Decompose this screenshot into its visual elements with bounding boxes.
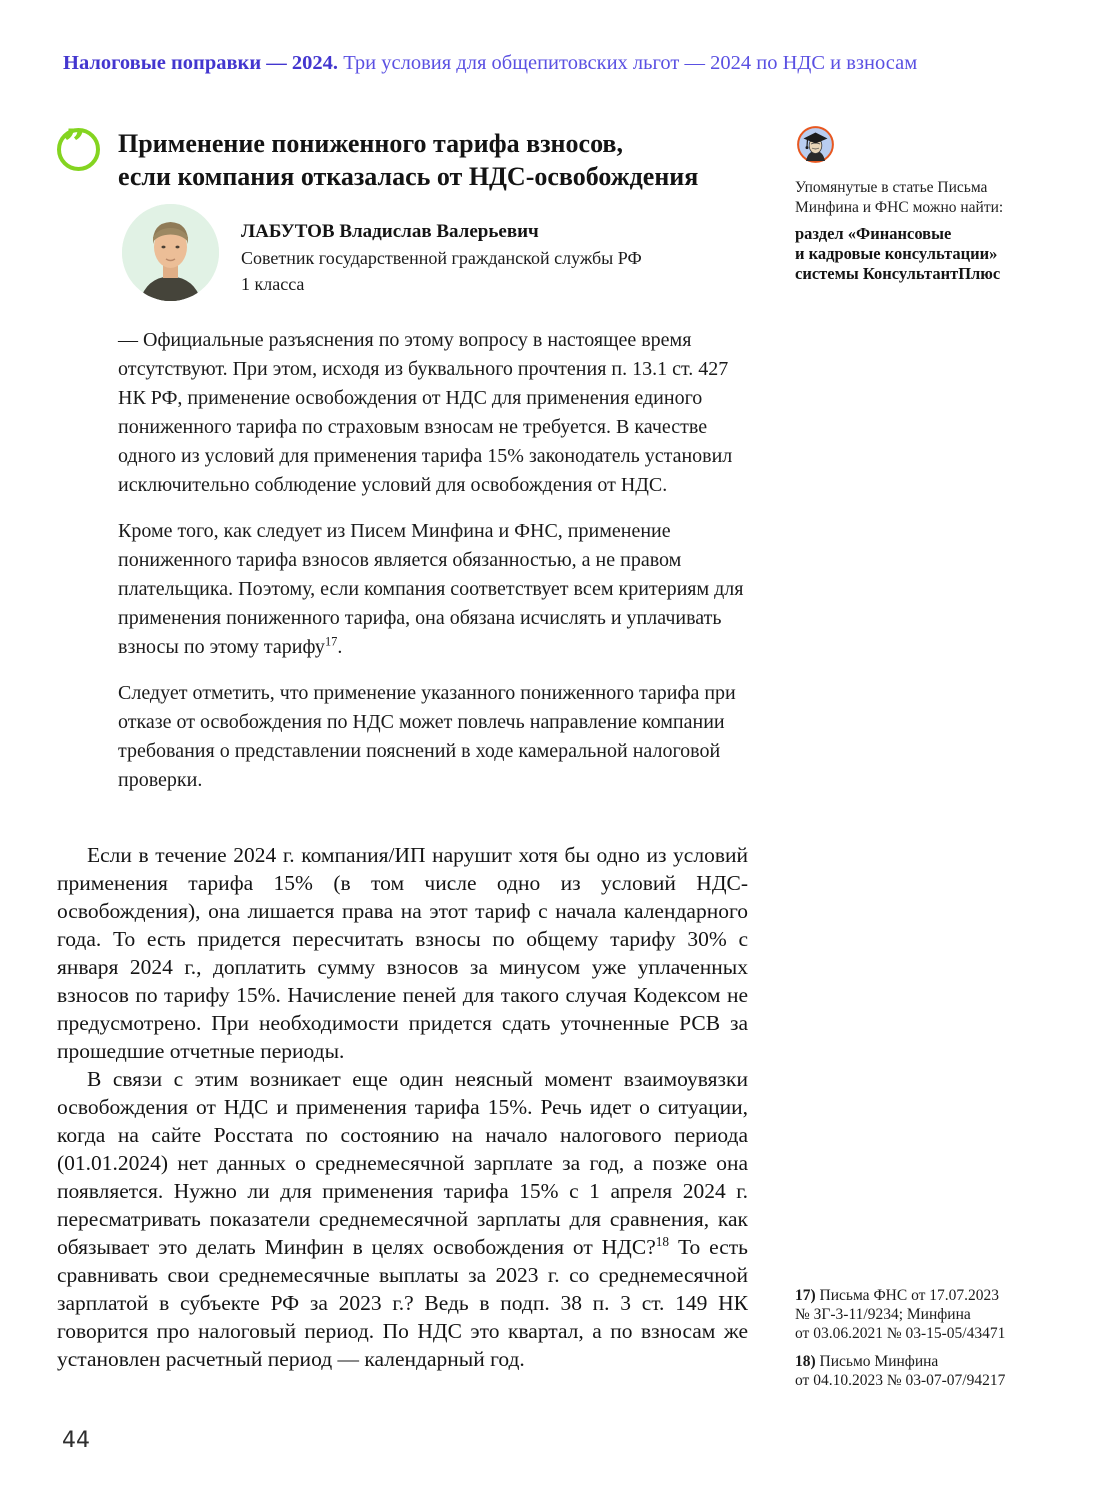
article-title-line2: если компания отказалась от НДС-освобождения <box>118 162 699 191</box>
footnote-17-line2: № ЗГ-3-11/9234; Минфина <box>795 1306 971 1323</box>
sidebar-note-text <box>795 178 1055 217</box>
body-paragraph-2 <box>57 1065 748 1373</box>
article-body <box>57 841 748 1373</box>
sidebar-link-line1: раздел «Финансовые <box>795 224 952 243</box>
author-portrait-illustration <box>122 204 219 301</box>
running-head-article: Три условия для общепитовских льгот — 2024 по НДС и взносам <box>338 52 918 74</box>
body-paragraph-2-text: В связи с этим возникает еще один неясный момент взаимоувязки освобождения от НДС и применения тарифа 15%. Речь идет о ситуации, когда на сайте Росстата по состоянию на начало налогового периода (01.01.2024) нет данных о среднемесячной зарплате за год, а позже она появляется. Нужно ли для применения тарифа 15% с 1 апреля 2024 г. пересматривать показатели среднемесячной зарплаты для сравнения, как обязывает это делать Минфин в целях освобождения от НДС? <box>57 1067 748 1259</box>
footnote-ref-17: 17 <box>324 634 338 649</box>
scholar-mascot-illustration <box>797 126 834 163</box>
answer-paragraph-2-tail: . <box>337 636 343 658</box>
footnote-18-line1: Письмо Минфина <box>819 1353 939 1370</box>
footnote-18-number: 18) <box>795 1353 816 1370</box>
footnote-17-number: 17) <box>795 1287 816 1304</box>
author-info <box>241 204 642 301</box>
sidebar-note <box>795 126 1055 284</box>
answer-paragraph-3: Следует отметить, что применение указанного пониженного тарифа при отказе от освобождения по НДС может повлечь направление компании требования о представлении пояснений в ходе камеральной налоговой проверки. <box>118 682 736 791</box>
sidebar-consultant-reference <box>795 224 1055 284</box>
footnote-18-line2: от 04.10.2023 № 03-07-07/94217 <box>795 1372 1006 1389</box>
scholar-mascot-icon <box>797 126 834 163</box>
footnote-17-line1: Письма ФНС от 17.07.2023 <box>819 1287 1000 1304</box>
footnote-17-line3: от 03.06.2021 № 03-15-05/43471 <box>795 1325 1006 1342</box>
article-title-line1: Применение пониженного тарифа взносов, <box>118 129 623 158</box>
running-head-section: Налоговые поправки — 2024. <box>63 52 339 74</box>
expert-answer <box>118 326 748 812</box>
author-role-line1: Советник государственной гражданской службы РФ <box>241 248 642 268</box>
article-title <box>118 127 698 193</box>
answer-paragraph-1: — Официальные разъяснения по этому вопросу в настоящее время отсутствуют. При этом, исходя из буквального прочтения п. 13.1 ст. 427 НК РФ, применение освобождения от НДС для применения единого пониженного тарифа по страховым взносам не требуется. В качестве одного из условий для применения тарифа 15% законодатель установил исключительно соблюдение условий для освобождения от НДС. <box>118 329 733 496</box>
author-photo <box>122 204 219 301</box>
page-number: 44 <box>62 1428 90 1453</box>
footnote-ref-18: 18 <box>655 1233 670 1249</box>
answer-paragraph-2 <box>118 517 748 662</box>
sidebar-link-line3: системы КонсультантПлюс <box>795 264 1001 283</box>
body-paragraph-2-tail: То есть сравнивать свои среднемесячные выплаты за 2023 г. со среднемесячной зарплатой в субъекте РФ за 2023 г.? Ведь в подп. 38 п. 3 ст. 149 НК говорится про налоговый период. По НДС это квартал, а по взносам же установлен расчетный период — календарный год. <box>57 1235 748 1371</box>
author-block <box>122 204 642 301</box>
sidebar-note-line1: Упомянутые в статье Письма <box>795 179 988 196</box>
running-head <box>63 50 1054 76</box>
body-paragraph-1: Если в течение 2024 г. компания/ИП нарушит хотя бы одно из условий применения тарифа 15% (в том числе одно из условий НДС-освобождения), она лишается права на этот тариф с начала календарного года. То есть придется пересчитать взносы по общему тарифу 30% с января 2024 г., доплатить сумму взносов за минусом уже уплаченных взносов по тарифу 15%. Начисление пеней для такого случая Кодексом не предусмотрено. При необходимости придется сдать уточненные РСВ за прошедшие отчетные периоды. <box>57 843 748 1063</box>
footnotes <box>795 1286 1063 1399</box>
author-role-line2: 1 класса <box>241 274 305 294</box>
quote-icon <box>57 121 100 171</box>
sidebar-note-line2: Минфина и ФНС можно найти: <box>795 198 1004 216</box>
footnote-17 <box>795 1286 1063 1343</box>
answer-paragraph-2-text: Кроме того, как следует из Писем Минфина и ФНС, применение пониженного тарифа взносов является обязанностью, а не правом плательщика. Поэтому, если компания соответствует всем критериям для применения пониженного тарифа, она обязана исчислять и уплачивать взносы по этому тарифу <box>118 520 744 658</box>
footnote-18 <box>795 1352 1063 1390</box>
quote-marks-glyph: ” <box>63 121 87 168</box>
author-name: ЛАБУТОВ Владислав Валерьевич <box>241 221 539 242</box>
sidebar-link-line2: и кадровые консультации» <box>795 244 998 263</box>
